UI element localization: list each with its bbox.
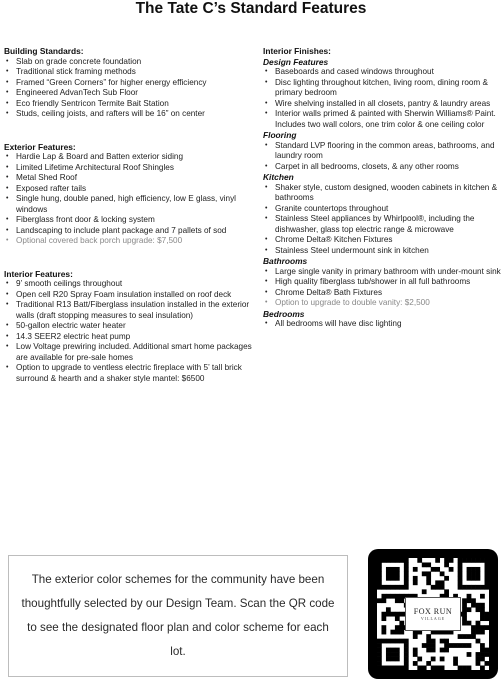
qr-module [485, 562, 489, 567]
qr-module [485, 616, 489, 621]
list-item: • 14.3 SEER2 electric heat pump [4, 332, 254, 343]
qr-module [467, 666, 472, 670]
qr-module [444, 648, 449, 653]
qr-module [395, 585, 400, 590]
qr-module [395, 648, 400, 653]
qr-module [390, 648, 395, 653]
qr-module [467, 607, 472, 612]
exterior-features-heading: Exterior Features: [4, 141, 76, 152]
qr-module [476, 657, 481, 662]
qr-module [471, 598, 476, 603]
list-item: • Traditional stick framing methods [4, 67, 254, 78]
kitchen-list [263, 183, 501, 257]
qr-module [377, 643, 382, 648]
qr-module [458, 558, 463, 563]
qr-module [471, 571, 476, 576]
qr-module [395, 571, 400, 576]
qr-module [467, 594, 472, 599]
list-item: • Chrome Delta® Bath Fixtures [263, 288, 501, 299]
qr-module [404, 643, 409, 648]
page-title: The Tate C’s Standard Features [135, 0, 367, 17]
qr-module [485, 652, 489, 657]
notice-text: The exterior color schemes for the community have been thoughtfully selected by our Design Team. Scan the QR code to see the designated floor plan and color scheme for each lot. [21, 573, 335, 658]
qr-module [458, 576, 463, 581]
qr-module [480, 616, 485, 621]
flooring-heading: Flooring [263, 130, 297, 140]
qr-module [485, 585, 489, 590]
qr-module [395, 666, 400, 670]
qr-module [413, 652, 418, 657]
qr-module [480, 625, 485, 630]
qr-module [471, 576, 476, 581]
list-item: • Eco friendly Sentricon Termite Bait Station [4, 99, 254, 110]
list-item: • Traditional R13 Batt/Fiberglass insulation installed in the exterior walls (draft stopping measures to seal insulation) [4, 300, 254, 321]
bathrooms-list [263, 267, 501, 309]
qr-module [399, 621, 404, 626]
qr-module [404, 585, 409, 590]
list-item: • Shaker style, custom designed, wooden cabinets in kitchen & bathrooms [263, 183, 501, 204]
qr-module [480, 666, 485, 670]
qr-module [485, 648, 489, 653]
list-item: • All bedrooms will have disc lighting [263, 319, 501, 330]
qr-module [476, 652, 481, 657]
qr-module [386, 639, 391, 644]
list-item: • Framed “Green Corners” for higher energy efficiency [4, 78, 254, 89]
list-item: • Hardie Lap & Board and Batten exterior siding [4, 152, 254, 163]
qr-module [386, 567, 391, 572]
qr-module [404, 652, 409, 657]
qr-module [462, 616, 467, 621]
list-item: • Option to upgrade to ventless electric fireplace with 5’ tall brick surround & hearth and a shaker style mantel: $6500 [4, 363, 254, 384]
list-item: • Disc lighting throughout kitchen, living room, dining room & primary bedroom [263, 78, 501, 99]
list-item: • Studs, ceiling joists, and rafters will be 16” on center [4, 109, 254, 120]
qr-module [381, 625, 386, 630]
right-column [263, 46, 501, 330]
qr-module [467, 634, 472, 639]
qr-module [458, 666, 463, 670]
qr-module [440, 657, 445, 662]
qr-module [377, 666, 382, 670]
design-features-list [263, 67, 501, 130]
qr-module [377, 558, 382, 563]
qr-module [404, 580, 409, 585]
qr-module [471, 585, 476, 590]
qr-module [485, 580, 489, 585]
interior-features-list [4, 279, 254, 384]
qr-module [431, 585, 436, 590]
qr-module [390, 585, 395, 590]
qr-module [440, 639, 445, 644]
qr-module [440, 666, 445, 670]
qr-module [480, 585, 485, 590]
qr-module [395, 558, 400, 563]
qr-module [404, 657, 409, 662]
building-standards-heading: Building Standards: [4, 46, 84, 56]
qr-module [413, 576, 418, 581]
list-item: • High quality fiberglass tub/shower in all full bathrooms [263, 277, 501, 288]
qr-module [395, 625, 400, 630]
qr-module [476, 661, 481, 666]
qr-module [422, 589, 427, 594]
list-item: • 50-gallon electric water heater [4, 321, 254, 332]
qr-module [471, 634, 476, 639]
qr-module [390, 594, 395, 599]
qr-module [390, 657, 395, 662]
qr-module [377, 648, 382, 653]
fox-run-logo [405, 597, 461, 631]
qr-module [485, 558, 489, 563]
qr-module [381, 630, 386, 635]
qr-module [458, 580, 463, 585]
upgrade-option-item: • Optional covered back porch upgrade: $7,500 [4, 236, 254, 247]
list-item: • Exposed rafter tails [4, 184, 254, 195]
qr-module [462, 666, 467, 670]
qr-module [399, 625, 404, 630]
qr-module [422, 643, 427, 648]
qr-module [386, 585, 391, 590]
list-item: • Chrome Delta® Kitchen Fixtures [263, 235, 501, 246]
interior-features-heading: Interior Features: [4, 268, 73, 279]
qr-module [444, 639, 449, 644]
qr-module [480, 558, 485, 563]
qr-code[interactable] [368, 549, 498, 679]
qr-module [467, 652, 472, 657]
interior-finishes-heading: Interior Finishes: [263, 46, 331, 56]
qr-module [404, 648, 409, 653]
qr-module [444, 643, 449, 648]
qr-module [399, 639, 404, 644]
kitchen-heading: Kitchen [263, 172, 294, 182]
qr-module [399, 598, 404, 603]
qr-module [399, 666, 404, 670]
qr-module [381, 558, 386, 563]
color-scheme-notice [8, 555, 348, 677]
qr-module [381, 598, 386, 603]
left-column [4, 46, 254, 384]
qr-module [444, 589, 449, 594]
qr-module [390, 630, 395, 635]
qr-module [426, 661, 431, 666]
qr-module [413, 567, 418, 572]
qr-code-pattern [377, 558, 489, 670]
qr-module [444, 558, 449, 563]
qr-module [485, 571, 489, 576]
qr-module [476, 607, 481, 612]
qr-module [395, 567, 400, 572]
qr-module [462, 598, 467, 603]
list-item: • Stainless Steel appliances by Whirlpool®, including the dishwasher, glass top electric range & microwave [263, 214, 501, 235]
qr-module [476, 625, 481, 630]
qr-module [435, 567, 440, 572]
qr-module [426, 648, 431, 653]
qr-module [480, 657, 485, 662]
qr-module [386, 612, 391, 617]
qr-module [422, 666, 427, 670]
qr-module [377, 585, 382, 590]
qr-module [467, 558, 472, 563]
qr-module [386, 657, 391, 662]
qr-module [413, 634, 418, 639]
qr-module [431, 666, 436, 670]
qr-module [377, 571, 382, 576]
qr-module [386, 571, 391, 576]
list-item: • Open cell R20 Spray Foam insulation installed on roof deck [4, 290, 254, 301]
qr-module [404, 666, 409, 670]
qr-module [476, 603, 481, 608]
qr-module [404, 639, 409, 644]
list-item: • Single hung, double paned, high efficiency, low E glass, vinyl windows [4, 194, 254, 215]
qr-module [476, 576, 481, 581]
qr-module [390, 666, 395, 670]
qr-module [453, 643, 458, 648]
qr-module [435, 666, 440, 670]
list-item: • Fiberglass front door & locking system [4, 215, 254, 226]
qr-module [413, 648, 418, 653]
qr-module [435, 558, 440, 563]
qr-module [381, 666, 386, 670]
qr-module [377, 652, 382, 657]
upgrade-option-item: • Option to upgrade to double vanity: $2,500 [263, 298, 501, 309]
qr-module [399, 594, 404, 599]
qr-module [386, 594, 391, 599]
qr-module [440, 580, 445, 585]
qr-module [458, 567, 463, 572]
flooring-list [263, 141, 501, 173]
qr-module [480, 612, 485, 617]
qr-module [462, 634, 467, 639]
qr-module [386, 576, 391, 581]
qr-module [386, 558, 391, 563]
qr-module [426, 643, 431, 648]
qr-module [485, 612, 489, 617]
qr-module [422, 562, 427, 567]
qr-module [471, 625, 476, 630]
qr-module [395, 594, 400, 599]
qr-module [462, 643, 467, 648]
qr-module [377, 580, 382, 585]
qr-module [449, 567, 454, 572]
list-item: • Standard LVP flooring in the common areas, bathrooms, and laundry room [263, 141, 501, 162]
qr-module [386, 652, 391, 657]
qr-module [431, 648, 436, 653]
qr-module [449, 558, 454, 563]
bedrooms-list [263, 319, 501, 330]
qr-module [395, 630, 400, 635]
qr-module [458, 585, 463, 590]
list-item: • Interior walls primed & painted with Sherwin Williams® Paint. Includes two wall colors, one trim color & one ceiling color [263, 109, 501, 130]
qr-module [399, 630, 404, 635]
list-item: • Metal Shed Roof [4, 173, 254, 184]
qr-module [467, 643, 472, 648]
list-item: • 9’ smooth ceilings throughout [4, 279, 254, 290]
qr-module [377, 562, 382, 567]
list-item: • Stainless Steel undermount sink in kitchen [263, 246, 501, 257]
qr-module [476, 585, 481, 590]
qr-module [431, 657, 436, 662]
qr-module [467, 571, 472, 576]
logo-sub: VILLAGE [420, 616, 446, 621]
list-item: • Carpet in all bedrooms, closets, & any other rooms [263, 162, 501, 173]
qr-module [395, 576, 400, 581]
qr-module [404, 576, 409, 581]
qr-module [404, 661, 409, 666]
qr-module [431, 643, 436, 648]
qr-module [417, 666, 422, 670]
qr-module [485, 567, 489, 572]
qr-module [395, 652, 400, 657]
list-item: • Low Voltage prewiring included. Additional smart home packages are available for pre-sale homes [4, 342, 254, 363]
qr-module [395, 639, 400, 644]
qr-module [480, 648, 485, 653]
qr-module [386, 648, 391, 653]
qr-module [440, 648, 445, 653]
exterior-features-list [4, 152, 254, 247]
qr-module [417, 657, 422, 662]
qr-module [467, 567, 472, 572]
qr-module [390, 571, 395, 576]
list-item: • Slab on grade concrete foundation [4, 57, 254, 68]
bathrooms-heading: Bathrooms [263, 256, 308, 266]
qr-module [462, 612, 467, 617]
qr-module [476, 630, 481, 635]
qr-module [458, 634, 463, 639]
qr-module [467, 576, 472, 581]
qr-module [471, 567, 476, 572]
list-item: • Landscaping to include plant package and 7 pallets of sod [4, 226, 254, 237]
list-item: • Large single vanity in primary bathroom with under-mount sink [263, 267, 501, 278]
qr-module [399, 558, 404, 563]
building-standards-list [4, 57, 254, 120]
qr-module [458, 643, 463, 648]
qr-module [381, 639, 386, 644]
qr-module [417, 558, 422, 563]
qr-module [467, 621, 472, 626]
qr-module [399, 612, 404, 617]
qr-module [377, 598, 382, 603]
qr-module [404, 558, 409, 563]
qr-module [435, 585, 440, 590]
qr-module [377, 661, 382, 666]
qr-module [485, 661, 489, 666]
qr-module [431, 639, 436, 644]
bedrooms-heading: Bedrooms [263, 308, 305, 319]
qr-module [390, 612, 395, 617]
qr-module [462, 585, 467, 590]
qr-module [480, 643, 485, 648]
qr-module [381, 612, 386, 617]
list-item: • Baseboards and cased windows throughout [263, 67, 501, 78]
qr-module [381, 616, 386, 621]
qr-module [381, 594, 386, 599]
qr-module [426, 639, 431, 644]
qr-module [485, 576, 489, 581]
qr-module [480, 607, 485, 612]
qr-module [377, 657, 382, 662]
qr-module [377, 639, 382, 644]
list-item: • Limited Lifetime Architectural Roof Shingles [4, 163, 254, 174]
qr-module [476, 621, 481, 626]
qr-module [471, 603, 476, 608]
qr-module [462, 603, 467, 608]
qr-module [471, 630, 476, 635]
qr-module [390, 639, 395, 644]
logo-name: FOX RUN [413, 607, 453, 616]
qr-module [426, 571, 431, 576]
qr-module [476, 567, 481, 572]
qr-module [467, 598, 472, 603]
qr-module [426, 562, 431, 567]
qr-module [467, 585, 472, 590]
qr-module [435, 580, 440, 585]
qr-module [413, 580, 418, 585]
list-item: • Granite countertops throughout [263, 204, 501, 215]
qr-module [471, 558, 476, 563]
qr-module [480, 630, 485, 635]
qr-module [390, 576, 395, 581]
qr-module [458, 571, 463, 576]
qr-module [480, 594, 485, 599]
qr-module [449, 643, 454, 648]
qr-module [476, 639, 481, 644]
qr-module [426, 576, 431, 581]
qr-module [390, 558, 395, 563]
qr-module [377, 576, 382, 581]
qr-module [453, 661, 458, 666]
design-features-heading: Design Features [263, 56, 329, 67]
qr-module [413, 661, 418, 666]
qr-module [426, 580, 431, 585]
qr-module [444, 562, 449, 567]
qr-module [480, 652, 485, 657]
qr-module [404, 562, 409, 567]
qr-module [485, 625, 489, 630]
qr-module [476, 558, 481, 563]
qr-module [444, 576, 449, 581]
qr-module [426, 634, 431, 639]
qr-module [453, 657, 458, 662]
list-item: • Wire shelving installed in all closets, pantry & laundry areas [263, 99, 501, 110]
qr-module [399, 585, 404, 590]
qr-module [458, 562, 463, 567]
qr-module [390, 652, 395, 657]
list-item: • Engineered AdvanTech Sub Floor [4, 88, 254, 99]
qr-module [395, 616, 400, 621]
qr-module [395, 598, 400, 603]
qr-module [462, 558, 467, 563]
qr-module [462, 607, 467, 612]
qr-module [395, 612, 400, 617]
qr-module [431, 567, 436, 572]
qr-module [381, 585, 386, 590]
qr-module [404, 571, 409, 576]
qr-module [395, 657, 400, 662]
qr-module [386, 607, 391, 612]
qr-module [476, 571, 481, 576]
qr-module [440, 585, 445, 590]
qr-module [377, 567, 382, 572]
qr-module [480, 603, 485, 608]
qr-module [404, 567, 409, 572]
qr-module [440, 571, 445, 576]
qr-module [386, 666, 391, 670]
qr-module [462, 621, 467, 626]
qr-module [390, 567, 395, 572]
qr-module [422, 571, 427, 576]
